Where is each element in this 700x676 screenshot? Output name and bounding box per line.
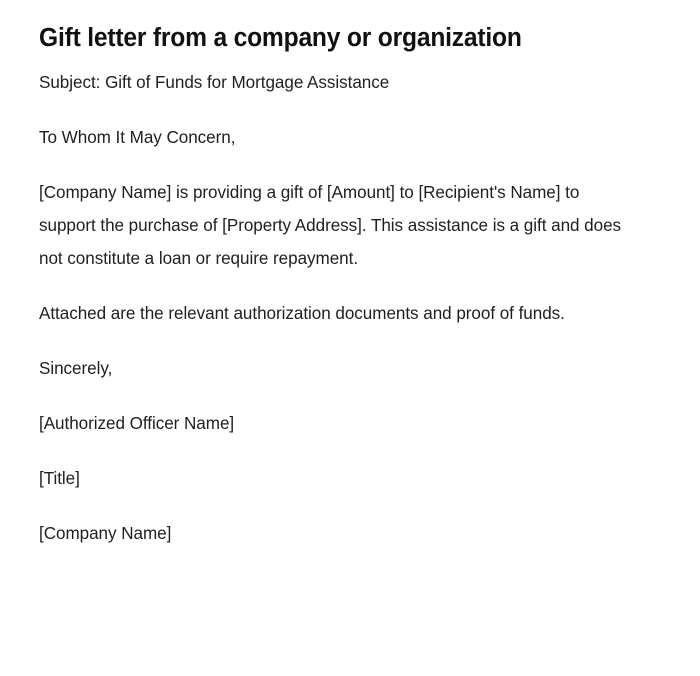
closing-salutation: Sincerely,: [39, 359, 113, 378]
signature-company-name: [Company Name]: [39, 524, 172, 543]
signature-officer-name: [Authorized Officer Name]: [39, 414, 235, 433]
gift-declaration-paragraph: [Company Name] is providing a gift of [Amount] to [Recipient's Name] to support the purchase of [Property Address]. This assistance is a gift and does not constitute a loan or require repayment.: [39, 183, 622, 268]
salutation: To Whom It May Concern,: [39, 128, 236, 147]
page-title: Gift letter from a company or organization: [39, 24, 522, 52]
signature-title: [Title]: [39, 469, 80, 488]
subject-line: Subject: Gift of Funds for Mortgage Assistance: [39, 73, 390, 92]
document-body: [39, 66, 660, 550]
attachments-paragraph: Attached are the relevant authorization documents and proof of funds.: [39, 304, 565, 323]
